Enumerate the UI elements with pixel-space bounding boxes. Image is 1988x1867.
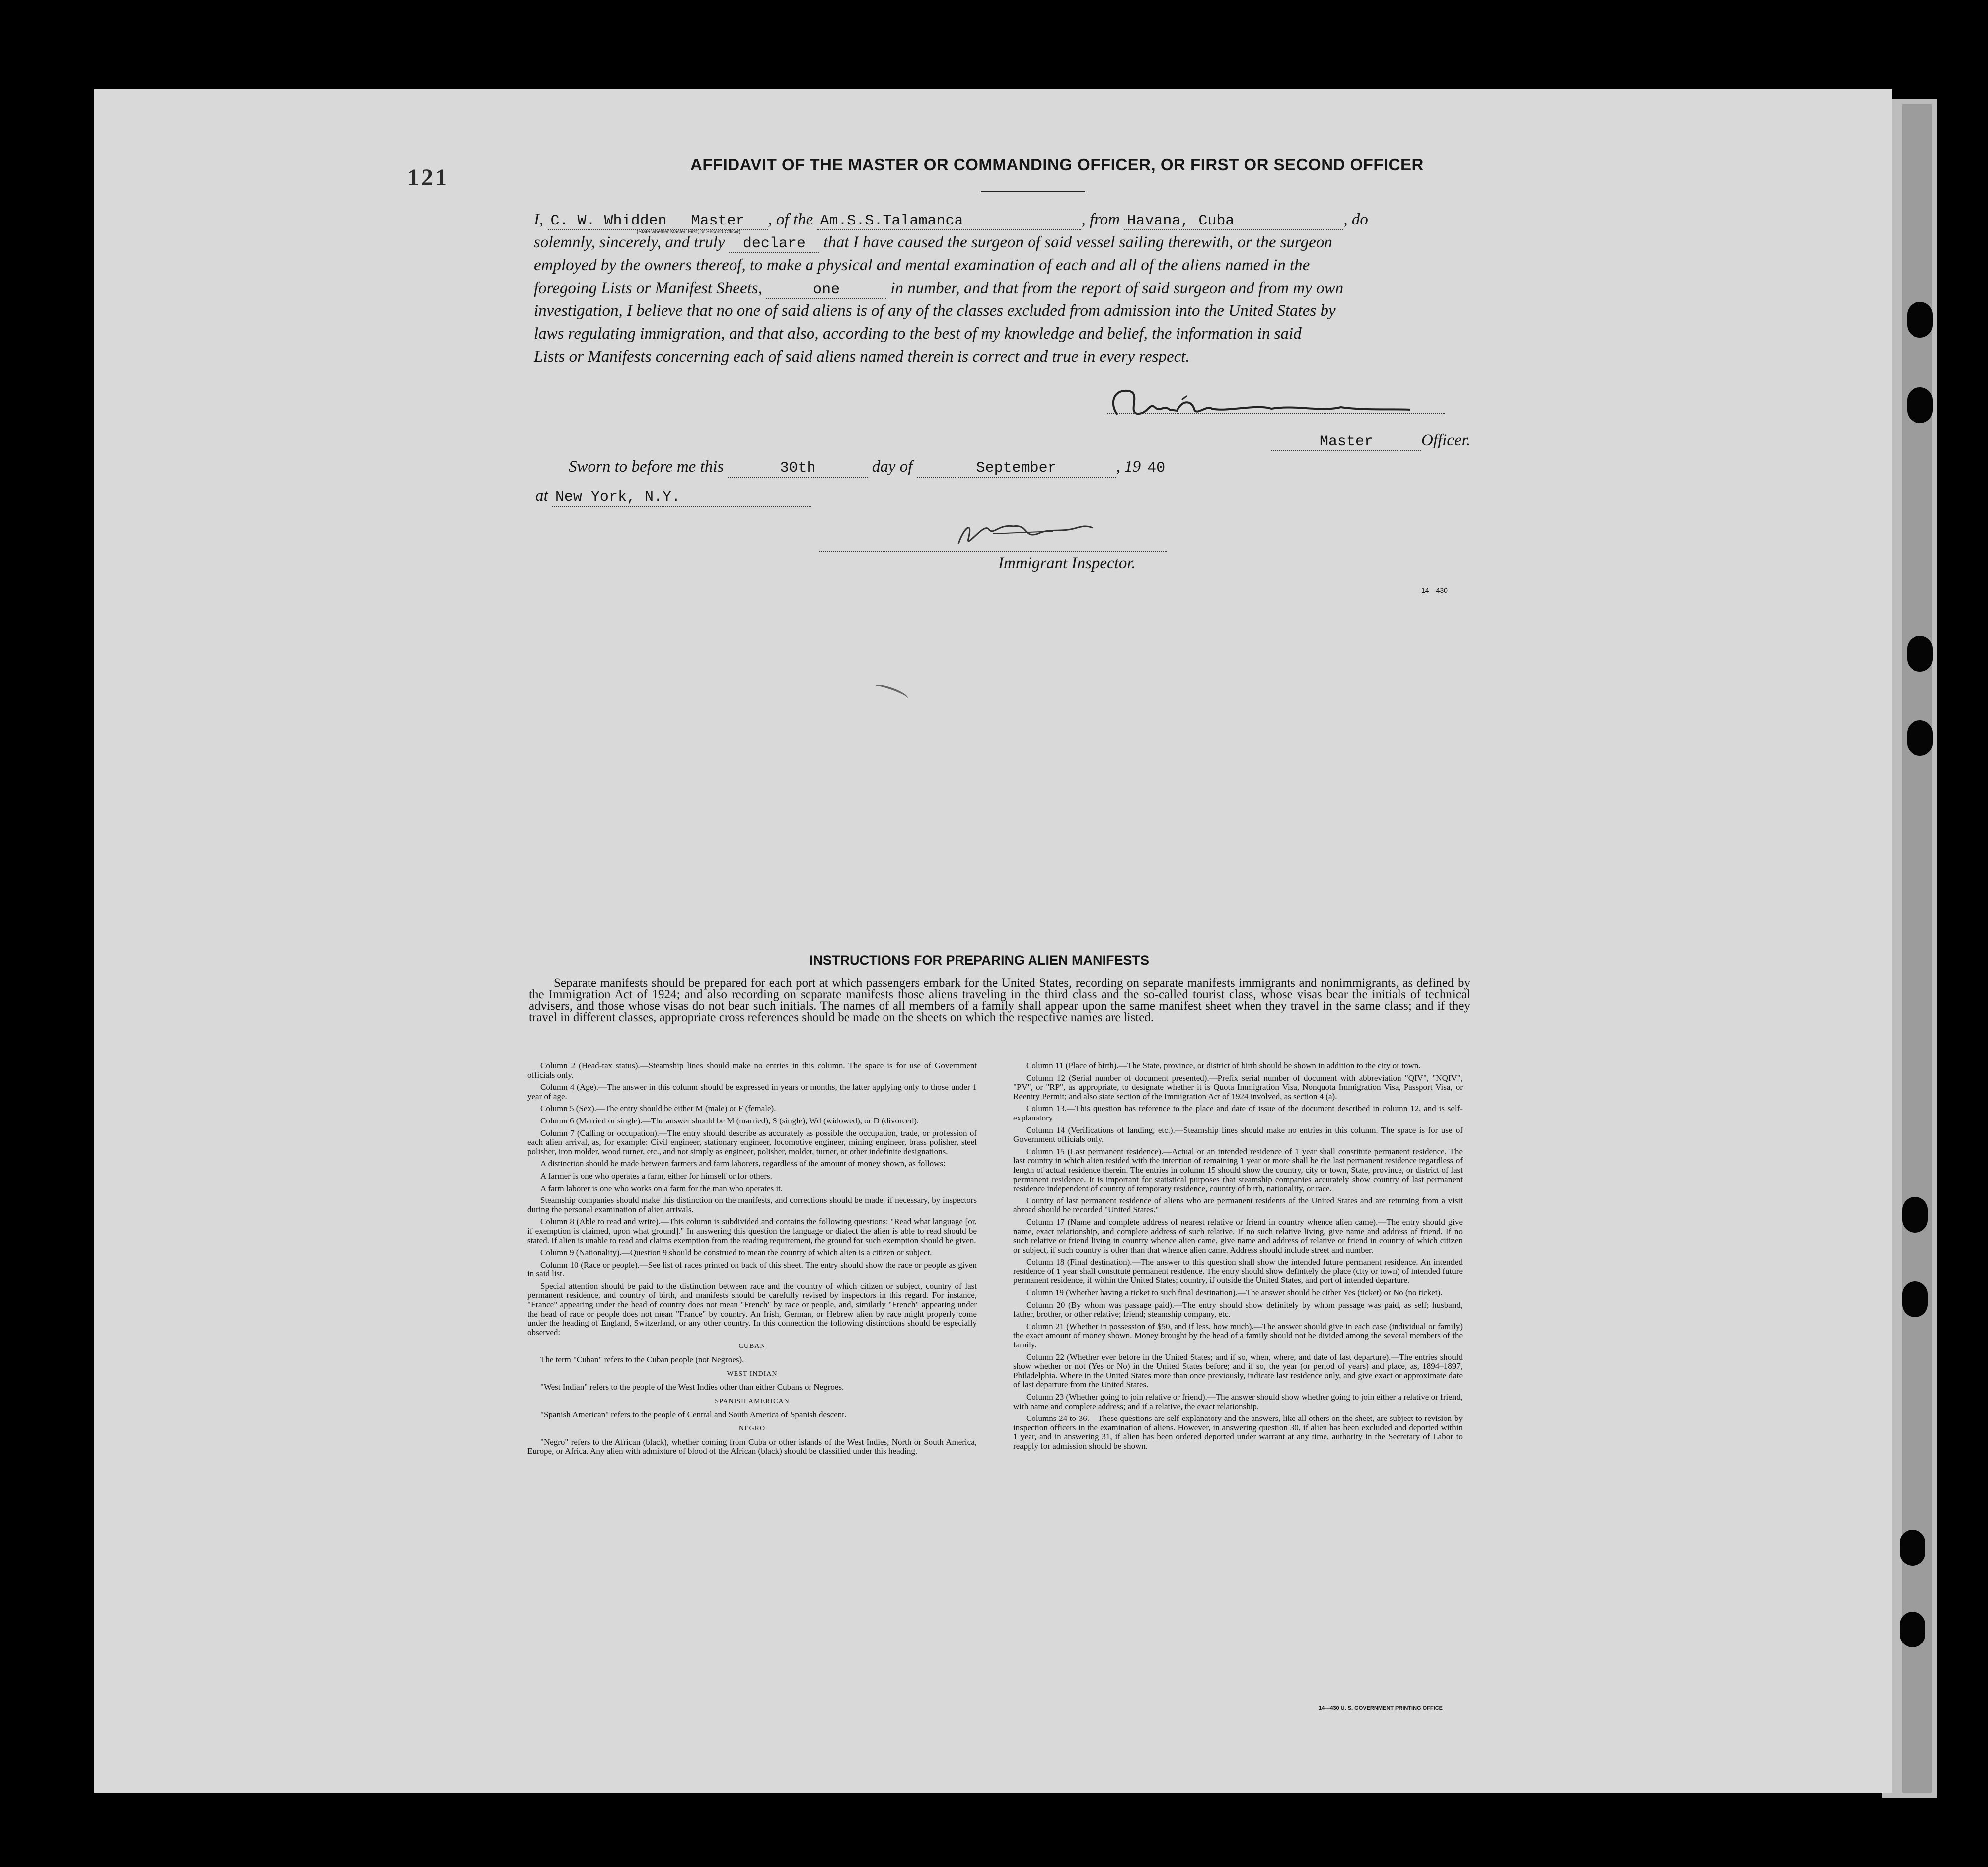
declare-field: declare [729, 235, 819, 253]
instruction-paragraph: Column 10 (Race or people).—See list of races printed on back of this sheet. The entry should show the race or people as given in said list. [527, 1260, 977, 1279]
officer-title-field: Master [1271, 433, 1421, 451]
heading-west-indian: WEST INDIAN [727, 1370, 778, 1378]
instruction-paragraph: Column 12 (Serial number of document presented).—Prefix serial number of document with abbreviation "QIV", "NQIV", "PV", or "RP", as appropriate, to designate whether it is Quota Immigration Visa, Nonquota Immigration Visa, Passport Visa, or Reentry Permit; and also state section of the Immigration Act of 1924 involved, as section 4 (a). [1013, 1073, 1463, 1101]
vessel-field: Am.S.S.Talamanca [817, 213, 1081, 230]
instruction-paragraph: Column 20 (By whom was passage paid).—The entry should show definitely by whom passage was paid, as self; husband, father, brother, or other relative; friend; steamship company, etc. [1013, 1300, 1463, 1319]
instruction-paragraph: A distinction should be made between farmers and farm laborers, regardless of the amount of money shown, as follows: [540, 1159, 946, 1169]
instruction-paragraph: Column 19 (Whether having a ticket to such final destination).—The answer should be either Yes (ticket) or No (no ticket). [1026, 1288, 1443, 1298]
definition-spanish-american: "Spanish American" refers to the people of Central and South America of Spanish descent. [540, 1410, 847, 1419]
instruction-paragraph: Column 4 (Age).—The answer in this column should be expressed in years or months, the latter applying only to those under 1 year of age. [527, 1082, 977, 1101]
printing-office-footer: 14—430 U. S. GOVERNMENT PRINTING OFFICE [1319, 1705, 1443, 1711]
binder-hole-3 [1907, 636, 1933, 672]
definition-negro: "Negro" refers to the African (black), whether coming from Cuba or other islands of the West Indies, North or South America, Europe, or Africa. Any alien with admixture of blood of the African (black) should be classified under this heading. [527, 1437, 977, 1456]
affidavit-line-1: I, C. W. Whidden Master , of the Am.S.S.Talamanca , from Havana, Cuba , do [534, 211, 1368, 229]
master-signature-line [1107, 412, 1445, 414]
inspector-signature-line [819, 550, 1167, 552]
instruction-paragraph: Column 18 (Final destination).—The answer to this question shall show the intended future permanent residence. An intended residence of 1 year shall constitute permanent residence. The entry should show definitely the place (city or town) of intended future permanent residence, if within the United States; country, if outside the United States, and port of intended departure. [1013, 1257, 1463, 1285]
inspector-label: Immigrant Inspector. [998, 554, 1136, 572]
instruction-paragraph: Column 14 (Verifications of landing, etc.).—Steamship lines should make no entries in this column. The space is for use of Government officials only. [1013, 1125, 1463, 1144]
binder-hole-1 [1907, 302, 1933, 338]
instruction-paragraph: Column 22 (Whether ever before in the United States; and if so, when, where, and date of last departure).—The entries should show whether or not (Yes or No) in the United States before; and if so, the year (or period of years) and place, as, 1894–1897, Philadelphia. Where in the United States more than once previously, indicate last residence only, and give exact or approximate date of last departure from the United States. [1013, 1352, 1463, 1390]
officer-title-line: Master Officer. [1271, 431, 1470, 451]
sworn-place-line: at New York, N.Y. [535, 487, 811, 507]
binder-hole-5 [1902, 1197, 1928, 1233]
master-signature [1107, 385, 1415, 425]
instructions-right-column [1013, 1061, 1463, 1454]
document-sheet [94, 89, 1892, 1793]
instruction-paragraph: A farmer is one who operates a farm, either for himself or for others. [540, 1171, 772, 1181]
affidavit-line-7: Lists or Manifests concerning each of said aliens named therein is correct and true in every respect. [534, 348, 1190, 366]
officer-name-field: C. W. Whidden [548, 213, 668, 230]
instruction-paragraph: Column 7 (Calling or occupation).—The entry should describe as accurately as possible the occupation, trade, or profession of each alien arrival, as, for example: Civil engineer, stationary engineer, locomotive engineer, mining engineer, brass polisher, steel polisher, iron molder, wood turner, etc., and not simply as engineer, polisher, molder, turner, or other indefinite designations. [527, 1128, 977, 1156]
instruction-paragraph: Column 17 (Name and complete address of nearest relative or friend in country whence alien came).—The entry should give name, exact relationship, and complete address of such relative. If no such relative living, give name and address of friend. If no such relative or friend living in country whence alien came, give name and address of relative or friend in country of which citizen or subject, if such country is other than that whence alien came. Address should include street and number. [1013, 1217, 1463, 1255]
affidavit-line-5: investigation, I believe that no one of said aliens is of any of the classes excluded from admission into the United States by [534, 302, 1336, 320]
instruction-paragraph: Column 8 (Able to read and write).—This column is subdivided and contains the following questions: "Read what language [or, if exemption is claimed, upon what ground]." In answering this question the language or dialect the alien is able to read should be stated. If alien is unable to read and claims exemption from the reading requirement, the ground for such exemption should be given. [527, 1217, 977, 1245]
sworn-place-field: New York, N.Y. [552, 489, 811, 507]
instructions-intro: Separate manifests should be prepared for each port at which passengers embark for the United States, recording on separate manifests immigrants and nonimmigrants, as defined by the Immigration Act of 1924; and also recording on separate manifests those aliens traveling in the third class and the so-called tourist class, whose visas bear the initials of technical advisers, and those whose visas do not bear such initials. The names of all members of a family shall appear upon the same manifest sheet when they travel in the same class; and if they travel in different classes, appropriate cross references should be made on the sheets on which the respective names are listed. [529, 976, 1470, 1024]
binder-hole-2 [1907, 387, 1933, 423]
sheet-count-field: one [766, 281, 886, 299]
instruction-paragraph: Column 6 (Married or single).—The answer should be M (married), S (single), Wd (widowed), or D (divorced). [540, 1116, 919, 1125]
affidavit-line-3: employed by the owners thereof, to make a physical and mental examination of each and all of the aliens named in the [534, 256, 1310, 274]
instruction-paragraph: Column 13.—This question has reference to the place and date of issue of the document described in column 12, and is self-explanatory. [1013, 1104, 1463, 1122]
instructions-left-column [527, 1061, 977, 1459]
instruction-paragraph: Column 9 (Nationality).—Question 9 should be construed to mean the country of which alien is a citizen or subject. [540, 1248, 932, 1258]
instruction-paragraph: Column 5 (Sex).—The entry should be either M (male) or F (female). [540, 1104, 776, 1114]
binder-hole-4 [1907, 720, 1933, 756]
definition-cuban: The term "Cuban" refers to the Cuban people (not Negroes). [540, 1355, 744, 1365]
inspector-signature [944, 509, 1212, 554]
instruction-paragraph: Column 15 (Last permanent residence).—Actual or an intended residence of 1 year shall constitute permanent residence. The last country in which alien resided with the intention of remaining 1 year or more shall be the last permanent residence regardless of length of actual residence therein. The entries in column 15 should show the country, city or town, State, province, or district of last permanent residence. It is important for statistical purposes that steamship companies accurately show country of last permanent residence independent of country of temporary residence, country of birth, nationality, or race. [1013, 1146, 1463, 1194]
affidavit-title: AFFIDAVIT OF THE MASTER OR COMMANDING OFFICER, OR FIRST OR SECOND OFFICER [690, 155, 1424, 174]
affidavit-line-4: foregoing Lists or Manifest Sheets, one in number, and that from the report of said surgeon and from my own [534, 279, 1344, 298]
officer-rank-field: Master [668, 213, 768, 230]
instruction-paragraph: Special attention should be paid to the distinction between race and the country of which citizen or subject, country of last permanent residence, and country of birth, and manifests should be carefully revised by inspectors in this regard. For instance, "France" appearing under the head of country does not mean "French" by race or people, and, similarly "French" appearing under the head of race or people does not mean "France" by country. An Irish, German, or Hebrew alien by race might properly come under the heading of England, Switzerland, or any other country. In this connection the following distinctions should be especially observed: [527, 1281, 977, 1337]
instruction-paragraph: Steamship companies should make this distinction on the manifests, and corrections should be made, if necessary, by inspectors during the personal examination of alien arrivals. [527, 1195, 977, 1214]
page-number-stamp: 121 [407, 164, 449, 191]
port-field: Havana, Cuba [1124, 213, 1343, 230]
rank-note: (State whether Master, First, or Second Officer) [637, 229, 741, 235]
sworn-year-field: 40 [1147, 460, 1166, 477]
instruction-paragraph: Columns 24 to 36.—These questions are self-explanatory and the answers, like all others on the sheet, are subject to revision by inspection officers in the examination of aliens. However, in answering question 30, if alien has been excluded and deported within 1 year, and in answering 31, if alien has been ordered deported under warrant at any time, authority in the Secretary of Labor to reapply for admission should be shown. [1013, 1414, 1463, 1451]
instruction-paragraph: Column 11 (Place of birth).—The State, province, or district of birth should be shown in addition to the city or town. [1026, 1061, 1421, 1070]
instruction-paragraph: Column 23 (Whether going to join relative or friend).—The answer should show whether going to join either a relative or friend, with name and complete address; and if a relative, the exact relationship. [1013, 1392, 1463, 1411]
heading-cuban: CUBAN [738, 1343, 766, 1350]
affidavit-line-6: laws regulating immigration, and that also, according to the best of my knowledge and belief, the information in said [534, 325, 1302, 343]
title-underline [981, 191, 1085, 192]
definition-west-indian: "West Indian" refers to the people of the West Indies other than either Cubans or Negroes. [540, 1382, 844, 1392]
form-number: 14—430 [1421, 586, 1448, 594]
instruction-paragraph: Column 21 (Whether in possession of $50, and if less, how much).—The answer should give in each case (individual or family) the exact amount of money shown. Money brought by the head of a family should not be divided among the several members of the family. [1013, 1321, 1463, 1350]
heading-spanish-american: SPANISH AMERICAN [715, 1397, 790, 1405]
instruction-paragraph: A farm laborer is one who works on a farm for the man who operates it. [540, 1183, 783, 1193]
instruction-paragraph: Country of last permanent residence of aliens who are permanent residents of the United States and are returning from a visit abroad should be recorded "United States." [1013, 1195, 1463, 1215]
affidavit-line-2: solemnly, sincerely, and truly declare that I have caused the surgeon of said vessel sailing therewith, or the surgeon [534, 233, 1332, 252]
sworn-line: Sworn to before me this 30th day of September , 19 40 [569, 458, 1172, 478]
heading-negro: NEGRO [738, 1425, 766, 1432]
sworn-day-field: 30th [728, 460, 868, 478]
binder-hole-8 [1900, 1612, 1925, 1647]
instruction-paragraph: Column 2 (Head-tax status).—Steamship lines should make no entries in this column. The space is for use of Government officials only. [527, 1061, 977, 1080]
binder-hole-6 [1902, 1281, 1928, 1317]
instructions-title: INSTRUCTIONS FOR PREPARING ALIEN MANIFESTS [810, 953, 1150, 968]
binder-hole-7 [1900, 1530, 1925, 1566]
sworn-month-field: September [917, 460, 1116, 478]
